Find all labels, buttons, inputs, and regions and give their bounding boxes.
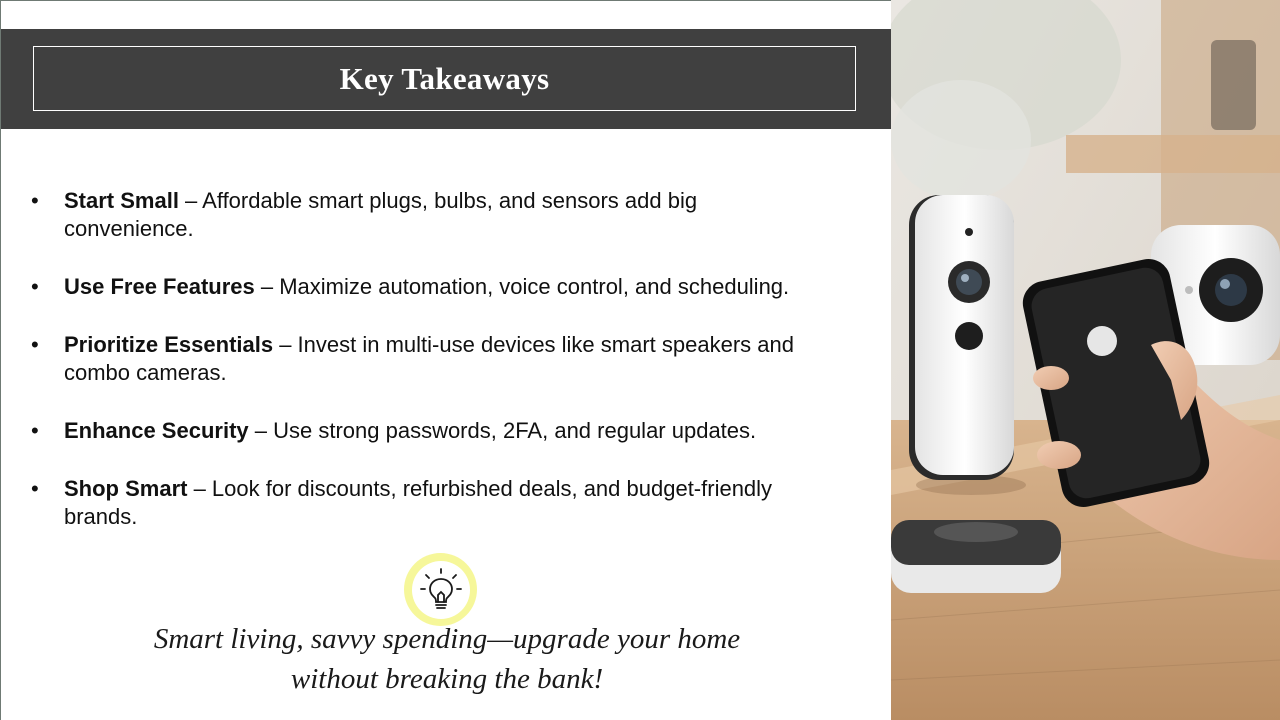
bullet-term: Use Free Features	[64, 274, 255, 299]
smart-home-devices-photo	[891, 0, 1280, 720]
list-item	[31, 475, 831, 531]
bullet-marker: •	[31, 332, 39, 357]
photo-illustration	[891, 0, 1280, 720]
title-frame	[33, 46, 856, 111]
list-item	[31, 331, 831, 387]
lightbulb-badge-inner	[412, 561, 470, 619]
bullet-text: – Look for discounts, refurbished deals, and budget-friendly brands.	[64, 476, 773, 529]
takeaways-list	[31, 187, 831, 561]
bullet-marker: •	[31, 418, 39, 443]
bullet-text: – Invest in multi-use devices like smart speakers and combo cameras.	[64, 332, 794, 385]
bullet-marker: •	[31, 188, 39, 213]
bullet-term: Shop Smart	[64, 476, 188, 501]
bullet-marker: •	[31, 274, 39, 299]
bullet-marker: •	[31, 476, 39, 501]
bullet-term: Start Small	[64, 188, 179, 213]
quote-line-2: without breaking the bank!	[290, 663, 604, 695]
bullet-term: Prioritize Essentials	[64, 332, 274, 357]
list-item	[31, 273, 831, 301]
slide-title: Key Takeaways	[339, 60, 550, 96]
bullet-text: – Affordable smart plugs, bulbs, and sensors add big convenience.	[64, 188, 698, 241]
bullet-term: Enhance Security	[64, 418, 249, 443]
list-item	[31, 187, 831, 243]
closing-quote	[121, 619, 773, 699]
bullet-text: – Use strong passwords, 2FA, and regular updates.	[248, 418, 757, 443]
title-band	[1, 29, 892, 129]
lightbulb-badge	[404, 553, 477, 626]
list-item	[31, 417, 831, 445]
bullet-text: – Maximize automation, voice control, and scheduling.	[254, 274, 790, 299]
lightbulb-icon	[420, 567, 462, 613]
quote-line-1: Smart living, savvy spending—upgrade your home	[153, 623, 741, 655]
